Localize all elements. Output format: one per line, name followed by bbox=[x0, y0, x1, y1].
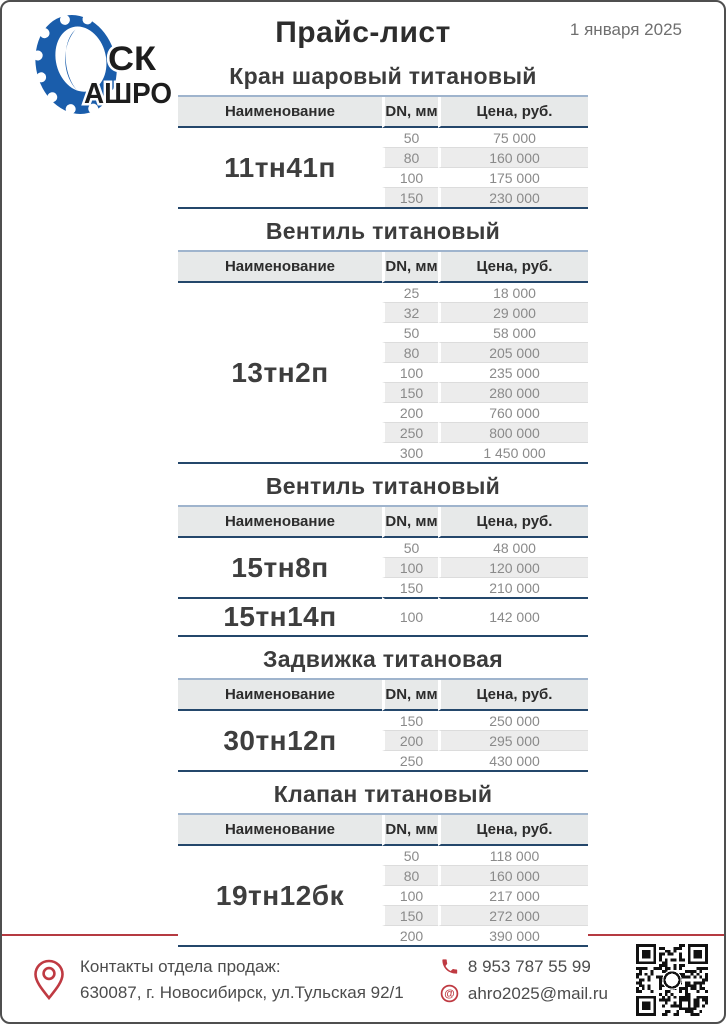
price-table bbox=[178, 250, 588, 464]
svg-text:@: @ bbox=[444, 988, 455, 1001]
page-title: Прайс-лист bbox=[275, 16, 451, 49]
postal-address: 630087, г. Новосибирск, ул.Тульская 92/1 bbox=[80, 983, 404, 1002]
price-section bbox=[178, 218, 588, 464]
column-header-price: Цена, руб. bbox=[438, 97, 588, 128]
column-header-price: Цена, руб. bbox=[438, 507, 588, 538]
dn-value: 200 bbox=[382, 403, 438, 423]
dn-value: 300 bbox=[382, 443, 438, 462]
dn-value: 150 bbox=[382, 188, 438, 207]
dn-value: 150 bbox=[382, 711, 438, 731]
price-row bbox=[178, 846, 588, 866]
price-value: 800 000 bbox=[438, 423, 588, 443]
price-value: 142 000 bbox=[438, 597, 588, 635]
price-value: 75 000 bbox=[438, 128, 588, 148]
price-section bbox=[178, 63, 588, 209]
product-name: 13тн2п bbox=[178, 283, 382, 462]
price-row bbox=[178, 128, 588, 148]
price-value: 175 000 bbox=[438, 168, 588, 188]
location-pin-icon bbox=[32, 958, 66, 1002]
dn-value: 80 bbox=[382, 148, 438, 168]
dn-value: 50 bbox=[382, 128, 438, 148]
price-value: 230 000 bbox=[438, 188, 588, 207]
price-value: 430 000 bbox=[438, 751, 588, 770]
price-value: 48 000 bbox=[438, 538, 588, 558]
column-header-name: Наименование bbox=[178, 815, 382, 846]
email-at-icon bbox=[440, 984, 459, 1003]
price-section bbox=[178, 473, 588, 637]
dn-value: 100 bbox=[382, 886, 438, 906]
column-header-dn: DN, мм bbox=[382, 252, 438, 283]
dn-value: 32 bbox=[382, 303, 438, 323]
column-header-dn: DN, мм bbox=[382, 507, 438, 538]
column-header-name: Наименование bbox=[178, 507, 382, 538]
dn-value: 100 bbox=[382, 597, 438, 635]
phone-number: 8 953 787 55 99 bbox=[467, 956, 591, 976]
column-header-dn: DN, мм bbox=[382, 815, 438, 846]
dn-value: 100 bbox=[382, 168, 438, 188]
price-date: 1 января 2025 bbox=[569, 20, 682, 39]
price-value: 118 000 bbox=[438, 846, 588, 866]
company-logo bbox=[20, 8, 180, 120]
column-header-price: Цена, руб. bbox=[438, 252, 588, 283]
table-header-row bbox=[178, 97, 588, 128]
column-header-price: Цена, руб. bbox=[438, 680, 588, 711]
price-value: 29 000 bbox=[438, 303, 588, 323]
price-row bbox=[178, 711, 588, 731]
section-title: Задвижка титановая bbox=[263, 646, 503, 672]
column-header-name: Наименование bbox=[178, 680, 382, 711]
phone-icon bbox=[440, 957, 459, 976]
price-value: 235 000 bbox=[438, 363, 588, 383]
logo-text-line2: АШРО bbox=[84, 78, 172, 110]
price-value: 205 000 bbox=[438, 343, 588, 363]
dn-value: 50 bbox=[382, 538, 438, 558]
qr-code bbox=[636, 944, 708, 1016]
price-value: 210 000 bbox=[438, 578, 588, 597]
column-header-dn: DN, мм bbox=[382, 97, 438, 128]
dn-value: 150 bbox=[382, 383, 438, 403]
section-title: Вентиль титановый bbox=[265, 218, 501, 244]
price-table bbox=[178, 813, 588, 947]
table-header-row bbox=[178, 680, 588, 711]
column-header-name: Наименование bbox=[178, 97, 382, 128]
price-value: 1 450 000 bbox=[438, 443, 588, 462]
dn-value: 100 bbox=[382, 363, 438, 383]
sections bbox=[178, 63, 588, 947]
dn-value: 250 bbox=[382, 751, 438, 770]
price-row bbox=[178, 597, 588, 635]
price-value: 58 000 bbox=[438, 323, 588, 343]
price-section bbox=[178, 646, 588, 772]
dn-value: 80 bbox=[382, 866, 438, 886]
price-value: 250 000 bbox=[438, 711, 588, 731]
email-address: ahro2025@mail.ru bbox=[467, 984, 608, 1003]
price-value: 217 000 bbox=[438, 886, 588, 906]
price-value: 390 000 bbox=[438, 926, 588, 945]
column-header-dn: DN, мм bbox=[382, 680, 438, 711]
price-value: 120 000 bbox=[438, 558, 588, 578]
dn-value: 80 bbox=[382, 343, 438, 363]
dn-value: 200 bbox=[382, 731, 438, 751]
contacts-title: Контакты отдела продаж: bbox=[80, 956, 281, 976]
price-table bbox=[178, 505, 588, 637]
section-title: Кран шаровый титановый bbox=[229, 63, 537, 89]
dn-value: 150 bbox=[382, 906, 438, 926]
address-block bbox=[32, 954, 404, 1007]
price-value: 160 000 bbox=[438, 148, 588, 168]
flange-logo-graphic bbox=[20, 8, 180, 120]
price-row bbox=[178, 283, 588, 303]
price-table bbox=[178, 95, 588, 209]
dn-value: 200 bbox=[382, 926, 438, 945]
product-name: 11тн41п bbox=[178, 128, 382, 207]
column-header-name: Наименование bbox=[178, 252, 382, 283]
price-value: 18 000 bbox=[438, 283, 588, 303]
price-table bbox=[178, 678, 588, 772]
dn-value: 100 bbox=[382, 558, 438, 578]
section-title: Вентиль титановый bbox=[265, 473, 501, 499]
product-name: 19тн12бк bbox=[178, 846, 382, 945]
price-row bbox=[178, 538, 588, 558]
product-name: 15тн8п bbox=[178, 538, 382, 597]
product-name: 30тн12п bbox=[178, 711, 382, 770]
product-name: 15тн14п bbox=[178, 597, 382, 635]
contacts-block bbox=[440, 953, 608, 1007]
price-value: 160 000 bbox=[438, 866, 588, 886]
section-title: Клапан титановый bbox=[273, 781, 493, 807]
price-value: 760 000 bbox=[438, 403, 588, 423]
dn-value: 150 bbox=[382, 578, 438, 597]
logo-text-line1: СК bbox=[108, 40, 157, 78]
dn-value: 50 bbox=[382, 846, 438, 866]
page-footer bbox=[2, 938, 724, 1022]
price-value: 295 000 bbox=[438, 731, 588, 751]
price-value: 272 000 bbox=[438, 906, 588, 926]
price-section bbox=[178, 781, 588, 947]
price-value: 280 000 bbox=[438, 383, 588, 403]
table-header-row bbox=[178, 252, 588, 283]
dn-value: 250 bbox=[382, 423, 438, 443]
dn-value: 50 bbox=[382, 323, 438, 343]
table-header-row bbox=[178, 507, 588, 538]
dn-value: 25 bbox=[382, 283, 438, 303]
column-header-price: Цена, руб. bbox=[438, 815, 588, 846]
table-header-row bbox=[178, 815, 588, 846]
